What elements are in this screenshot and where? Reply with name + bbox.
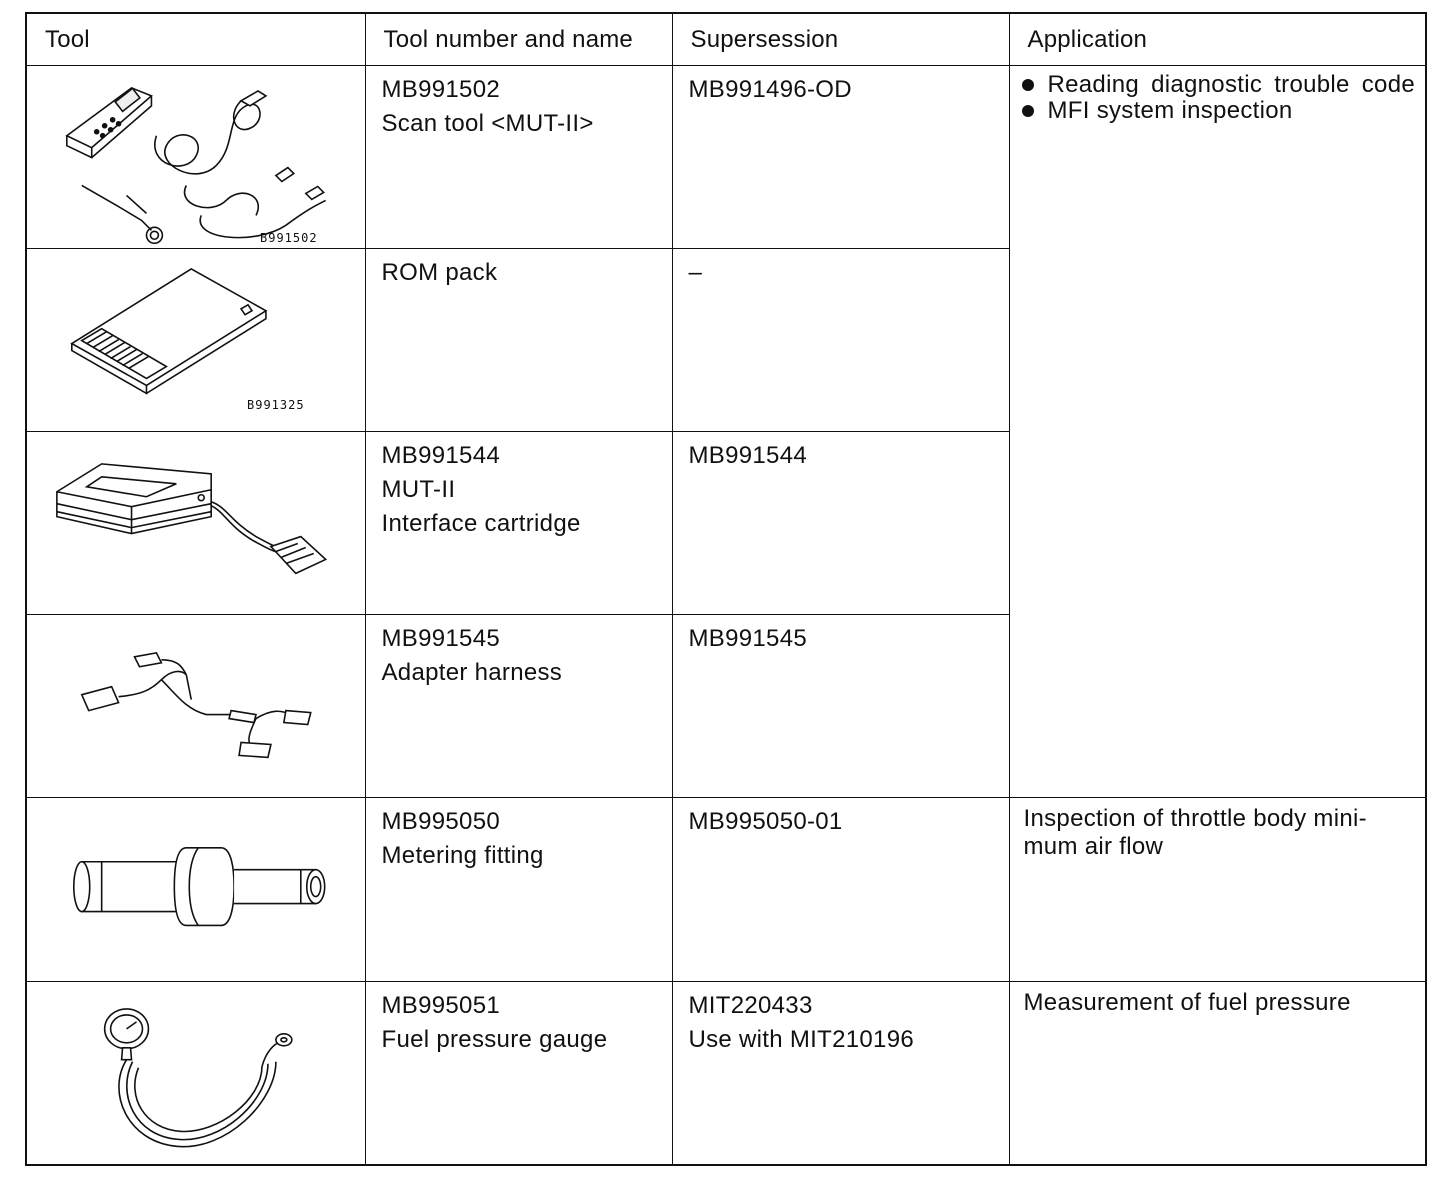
supersession-note: Use with MIT210196: [688, 1025, 915, 1053]
tool-number: MB991545: [381, 625, 500, 653]
table-row: [26, 65, 1426, 248]
application-list: [1010, 66, 1426, 124]
supersession-cell: [672, 248, 1009, 431]
scan-tool-illustration: [27, 66, 365, 248]
tool-number-name-cell: [365, 248, 672, 431]
rom-pack-illustration: [27, 249, 365, 431]
tool-image-cell: [26, 798, 365, 981]
image-code-label: B991325: [247, 397, 305, 412]
tool-number: MB995050: [381, 808, 500, 836]
bullet-icon: [1022, 105, 1034, 117]
supersession-value: MB995050-01: [688, 808, 843, 836]
supersession-cell: [672, 431, 1009, 614]
tool-image-cell: [26, 615, 365, 798]
supersession-cell: [672, 65, 1009, 248]
interface-cartridge-illustration: [27, 432, 365, 614]
supersession-cell: [672, 981, 1009, 1165]
supersession-value: MIT220433: [688, 991, 813, 1019]
tool-number: MB991544: [381, 441, 500, 469]
header-supersession: Supersession: [672, 13, 1009, 65]
tool-image-cell: [26, 248, 365, 431]
tool-name: ROM pack: [381, 258, 498, 286]
metering-fitting-illustration: [27, 798, 365, 980]
tool-number: MB995051: [381, 991, 500, 1019]
tool-image-cell: [26, 431, 365, 614]
application-text: Inspection of throttle body mini-mum air flow: [1023, 805, 1367, 861]
header-tool-number-and-name: Tool number and name: [365, 13, 672, 65]
special-tools-table: [25, 12, 1427, 1166]
image-code-label: B991502: [260, 230, 318, 245]
tool-name: Scan tool <MUT-II>: [381, 109, 594, 137]
header-application: Application: [1009, 13, 1426, 65]
table-row: [26, 798, 1426, 981]
application-item: [1022, 98, 1416, 124]
supersession-value: MB991544: [688, 441, 807, 469]
tool-name: Fuel pressure gauge: [381, 1025, 608, 1053]
tool-number-name-cell: [365, 431, 672, 614]
tool-number: MB991502: [381, 75, 500, 103]
application-text: Measurement of fuel pressure: [1023, 988, 1351, 1016]
application-item-text: Reading diagnostic trouble code: [1047, 70, 1415, 98]
application-item: [1022, 72, 1416, 98]
tool-image-cell: [26, 65, 365, 248]
supersession-value: MB991496-OD: [688, 75, 852, 103]
supersession-value: –: [688, 258, 703, 286]
tool-image-cell: [26, 981, 365, 1165]
bullet-icon: [1022, 79, 1034, 91]
supersession-cell: [672, 798, 1009, 981]
tool-number-name-cell: [365, 981, 672, 1165]
table-row: [26, 981, 1426, 1165]
tool-number-name-cell: [365, 65, 672, 248]
application-item-text: MFI system inspection: [1047, 96, 1293, 124]
table-header-row: [26, 13, 1426, 65]
header-tool: Tool: [26, 13, 365, 65]
application-cell: [1009, 981, 1426, 1165]
tool-number-name-cell: [365, 798, 672, 981]
supersession-value: MB991545: [688, 625, 807, 653]
supersession-cell: [672, 615, 1009, 798]
tool-name: Metering fitting: [381, 842, 544, 870]
tool-number-name-cell: [365, 615, 672, 798]
adapter-harness-illustration: [27, 615, 365, 797]
tool-name: MUT-II: [381, 475, 456, 503]
tool-name: Interface cartridge: [381, 509, 581, 537]
tool-name: Adapter harness: [381, 659, 563, 687]
application-cell: [1009, 65, 1426, 798]
application-cell: [1009, 798, 1426, 981]
fuel-pressure-gauge-illustration: [27, 982, 365, 1164]
